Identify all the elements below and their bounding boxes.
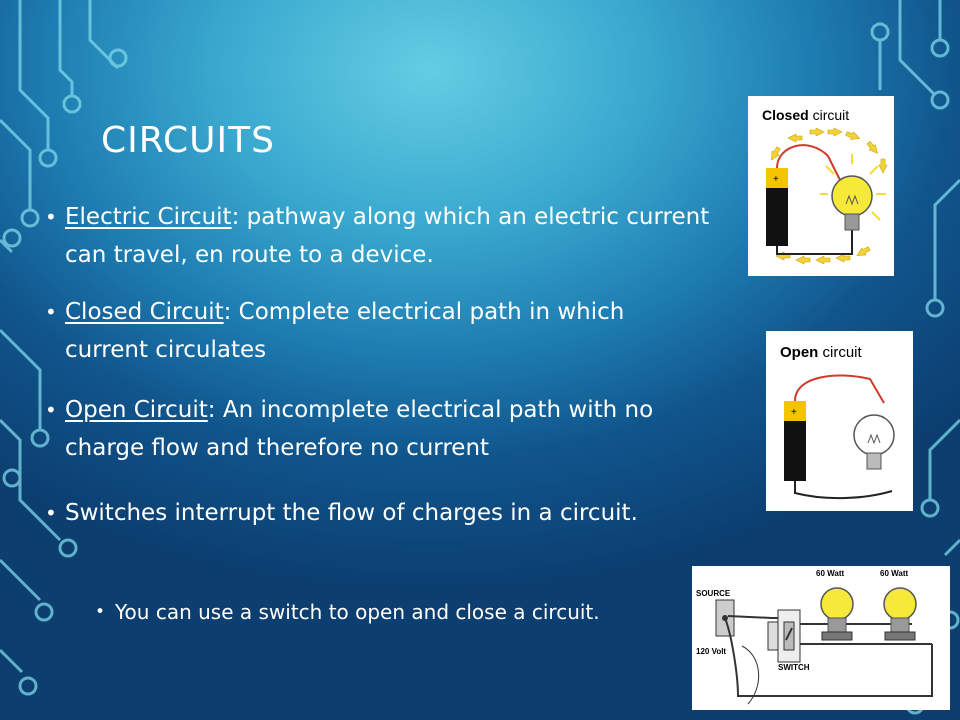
open-label-bold: Open [780, 344, 819, 361]
bullet-dot: • [95, 602, 106, 622]
bullet-closed-circuit [45, 293, 705, 369]
definition-open-circuit: : An incomplete electrical path with no charge flow and therefore no current [65, 397, 654, 461]
wire-black [777, 228, 852, 254]
battery-plus: + [773, 174, 779, 185]
bulb-on-icon [821, 588, 853, 640]
sub-bullet-switch [95, 595, 655, 629]
closed-label-bold: Closed [762, 107, 809, 123]
open-circuit-figure [766, 331, 913, 511]
term-open-circuit: Open Circuit [65, 397, 208, 423]
definition-closed-circuit: : Complete electrical path in which current circulates [65, 299, 625, 363]
closed-circuit-figure [748, 96, 894, 276]
definition-electric-circuit: : pathway along which an electric current can travel, en route to a device. [65, 204, 710, 268]
switches-text: Switches interrupt the flow of charges in a circuit. [65, 500, 638, 526]
bulb1-label: 60 Watt [816, 569, 845, 578]
switch-label: SWITCH [778, 663, 810, 672]
bulb-on-icon [820, 154, 886, 230]
volt-label: 120 Volt [696, 647, 727, 656]
bullet-open-circuit [45, 391, 705, 467]
bullet-switches [45, 494, 665, 532]
wire-black [795, 481, 892, 498]
svg-text:Open circuit [780, 344, 863, 361]
bullet-dot: • [45, 300, 57, 324]
slide-title: CIRCUITS [101, 120, 275, 161]
bulb-on-icon [884, 588, 916, 640]
bullet-dot: • [45, 501, 57, 525]
term-closed-circuit: Closed Circuit [65, 299, 224, 325]
open-label-rest: circuit [818, 344, 862, 361]
bullet-dot: • [45, 205, 57, 229]
term-electric-circuit: Electric Circuit [65, 204, 232, 230]
closed-label-rest: circuit [808, 107, 850, 123]
bulb-off-icon [854, 415, 894, 469]
bullet-dot: • [45, 398, 57, 422]
source-label: SOURCE [696, 589, 731, 598]
wire-red [795, 375, 884, 403]
sub-bullet-text: You can use a switch to open and close a circuit. [115, 600, 600, 624]
bulb2-label: 60 Watt [880, 569, 909, 578]
bullet-electric-circuit [45, 198, 735, 274]
switch-circuit-figure [692, 566, 950, 710]
battery-plus: + [791, 407, 797, 418]
svg-text:Closed circuit [762, 107, 849, 123]
